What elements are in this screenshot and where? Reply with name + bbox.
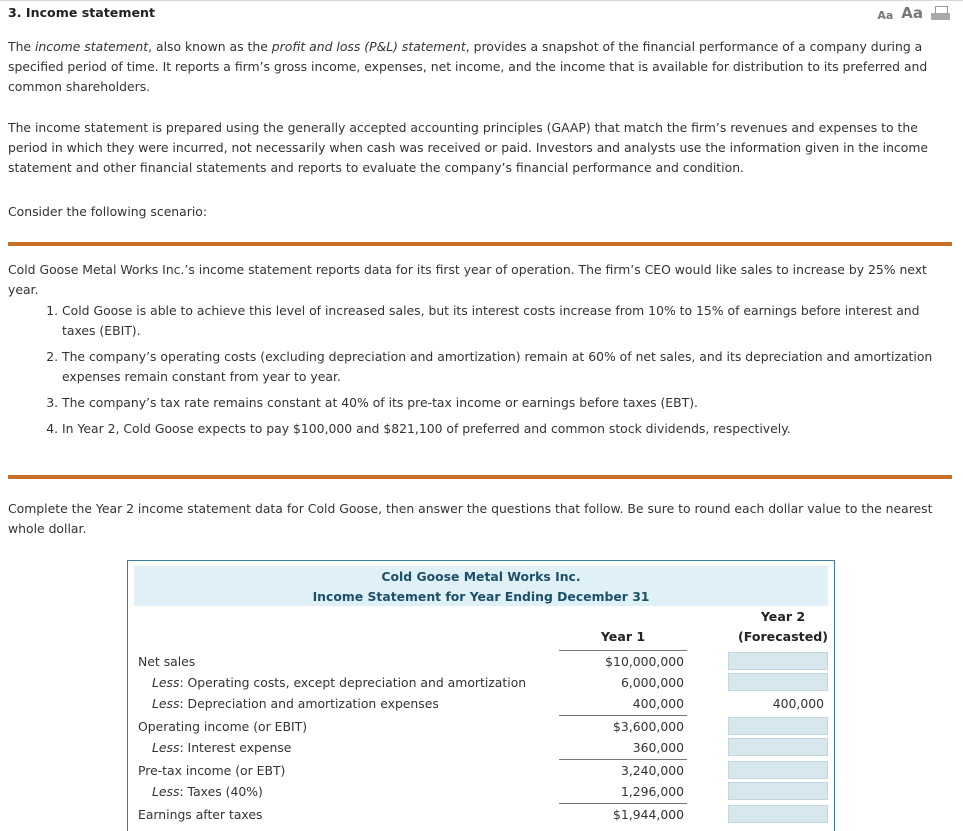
column-header-year2: Year 2 xyxy=(760,609,806,624)
year1-value: 360,000 xyxy=(632,740,684,755)
text-run: , also known as the xyxy=(148,39,272,54)
taxes-year2-input[interactable] xyxy=(728,782,828,800)
row-label-text: : Operating costs, except depreciation and amortization xyxy=(179,675,527,690)
font-size-small-button[interactable]: Aa xyxy=(877,9,894,22)
scenario-list xyxy=(40,301,942,445)
row-label: Pre-tax income (or EBT) xyxy=(138,763,286,778)
column-header-forecasted: (Forecasted) xyxy=(737,629,829,644)
year1-value: 400,000 xyxy=(632,696,684,711)
year1-value: 1,296,000 xyxy=(620,784,684,799)
row-label-text: : Depreciation and amortization expenses xyxy=(179,696,439,711)
table-row xyxy=(128,652,834,673)
year1-value: $3,600,000 xyxy=(613,719,684,734)
term-income-statement: income statement xyxy=(34,39,149,54)
term-pl-statement: profit and loss (P&L) statement xyxy=(271,39,466,54)
list-item: 2. The company’s operating costs (excluding depreciation and amortization) remain at 60% of net sales, and its depreciation and amortization expenses remain constant from year to year. xyxy=(62,347,942,387)
column-header-year1: Year 1 xyxy=(600,629,646,644)
ebt-year2-input[interactable] xyxy=(728,761,828,779)
net-sales-year2-input[interactable] xyxy=(728,652,828,670)
row-label: Net sales xyxy=(138,654,196,669)
less-prefix: Less xyxy=(152,784,180,799)
year2-cell xyxy=(728,694,828,712)
rule-line xyxy=(559,759,687,760)
year2-cell[interactable] xyxy=(728,673,828,691)
year1-value: 3,240,000 xyxy=(620,763,684,778)
year2-cell[interactable] xyxy=(728,761,828,779)
table-row xyxy=(128,782,834,803)
row-label xyxy=(152,675,526,690)
intro-paragraph-3: Consider the following scenario: xyxy=(8,204,208,219)
eat-year2-input[interactable] xyxy=(728,805,828,823)
row-label xyxy=(152,696,439,711)
row-label xyxy=(152,784,263,799)
row-label: Operating income (or EBIT) xyxy=(138,719,308,734)
list-item: 1. Cold Goose is able to achieve this level of increased sales, but its interest costs increase from 10% to 15% of earnings before interest and taxes (EBIT). xyxy=(62,301,942,341)
list-item: 4. In Year 2, Cold Goose expects to pay $100,000 and $821,100 of preferred and common stock dividends, respectively. xyxy=(62,419,942,439)
divider-bottom xyxy=(8,475,952,479)
income-statement-table xyxy=(127,560,835,831)
year1-value: 6,000,000 xyxy=(620,675,684,690)
less-prefix: Less xyxy=(152,675,180,690)
intro-paragraph-1 xyxy=(8,37,953,97)
table-row xyxy=(128,805,834,826)
instructions-text: Complete the Year 2 income statement data for Cold Goose, then answer the questions that follow. Be sure to round each dollar value to the nearest whole dollar. xyxy=(8,501,933,536)
scenario-text: Cold Goose Metal Works Inc.’s income statement reports data for its first year of operation. The firm’s CEO would like sales to increase by 25% next year. xyxy=(8,262,927,297)
printer-icon[interactable] xyxy=(931,6,951,22)
operating-costs-year2-input[interactable] xyxy=(728,673,828,691)
row-label: Earnings after taxes xyxy=(138,807,263,822)
ebit-year2-input[interactable] xyxy=(728,717,828,735)
toolbar xyxy=(877,4,951,22)
text-run: , provides a snapshot of the financial performance of a company during a specified period of time. It reports a firm’s gross income, expenses, net income, and the income that is available for distribution to its preferred and common shareholders. xyxy=(8,39,928,94)
interest-year2-input[interactable] xyxy=(728,738,828,756)
year2-value: 400,000 xyxy=(772,696,824,711)
row-label xyxy=(152,740,291,755)
table-row xyxy=(128,738,834,759)
statement-company: Cold Goose Metal Works Inc. xyxy=(381,569,581,584)
intro-paragraph-2: The income statement is prepared using the generally accepted accounting principles (GAAP) that match the firm’s revenues and expenses to the period in which they were incurred, not necessarily when cash was received or paid. Investors and analysts use the information given in the income statement and other financial statements and reports to evaluate the company’s financial performance and condition. xyxy=(8,120,929,175)
statement-subtitle: Income Statement for Year Ending December 31 xyxy=(312,589,650,604)
year2-cell[interactable] xyxy=(728,782,828,800)
row-label-text: : Interest expense xyxy=(179,740,292,755)
question-title: 3. Income statement xyxy=(8,5,155,20)
table-row xyxy=(128,717,834,738)
table-row xyxy=(128,761,834,782)
rule-line xyxy=(559,715,687,716)
year2-cell[interactable] xyxy=(728,717,828,735)
table-row xyxy=(128,694,834,715)
year2-cell[interactable] xyxy=(728,652,828,670)
question-header xyxy=(0,0,963,27)
text-run: The xyxy=(8,39,35,54)
less-prefix: Less xyxy=(152,696,180,711)
divider-top xyxy=(8,242,952,246)
rule-line xyxy=(559,803,687,804)
list-item: 3. The company’s tax rate remains constant at 40% of its pre-tax income or earnings before taxes (EBT). xyxy=(62,393,942,413)
less-prefix: Less xyxy=(152,740,180,755)
year2-cell[interactable] xyxy=(728,805,828,823)
year1-value: $10,000,000 xyxy=(605,654,684,669)
font-size-large-button[interactable]: Aa xyxy=(901,4,923,22)
row-label-text: : Taxes (40%) xyxy=(179,784,263,799)
statement-header xyxy=(134,566,828,606)
rule-line xyxy=(559,650,687,651)
table-row xyxy=(128,673,834,694)
year2-cell[interactable] xyxy=(728,738,828,756)
year1-value: $1,944,000 xyxy=(613,807,684,822)
